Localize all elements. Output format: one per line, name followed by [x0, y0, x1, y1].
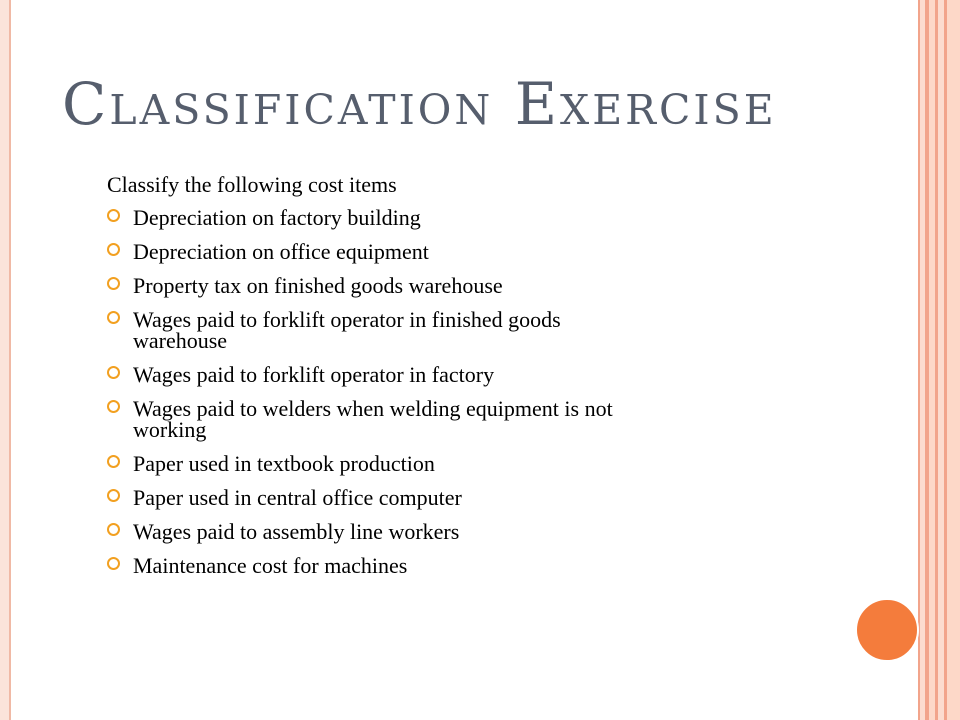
- left-border-decoration: [0, 0, 10, 720]
- bullet-icon: [107, 400, 120, 413]
- list-item: [107, 205, 667, 228]
- list-item-text: Wages paid to forklift operator in factory: [133, 362, 495, 387]
- bullet-icon: [107, 366, 120, 379]
- slide-title: Classification Exercise: [62, 70, 777, 138]
- list-item: [107, 307, 593, 351]
- list-item: [107, 362, 667, 385]
- stripe: [947, 0, 960, 720]
- list-item: [107, 553, 667, 576]
- list-item-text: Depreciation on factory building: [133, 205, 421, 230]
- bullet-icon: [107, 523, 120, 536]
- list-item: [107, 485, 667, 508]
- right-stripe-decoration: [918, 0, 960, 720]
- list-item-text: Maintenance cost for machines: [133, 553, 408, 578]
- bullet-icon: [107, 557, 120, 570]
- list-item: [107, 451, 667, 474]
- list-item-text: Paper used in textbook production: [133, 451, 435, 476]
- bullet-icon: [107, 311, 120, 324]
- accent-circle: [855, 598, 919, 662]
- bullet-icon: [107, 209, 120, 222]
- list-item-text: Wages paid to welders when welding equipment is not working: [133, 396, 613, 442]
- list-item-text: Wages paid to forklift operator in finished goods warehouse: [133, 307, 561, 353]
- cost-item-list: [107, 205, 667, 587]
- list-item-text: Property tax on finished goods warehouse: [133, 273, 503, 298]
- intro-text: Classify the following cost items: [107, 172, 397, 197]
- bullet-icon: [107, 277, 120, 290]
- list-item-text: Depreciation on office equipment: [133, 239, 429, 264]
- list-item: [107, 273, 553, 296]
- bullet-icon: [107, 489, 120, 502]
- bullet-icon: [107, 243, 120, 256]
- list-item: [107, 396, 653, 440]
- list-item-text: Wages paid to assembly line workers: [133, 519, 460, 544]
- bullet-icon: [107, 455, 120, 468]
- list-item: [107, 239, 667, 262]
- list-item-text: Paper used in central office computer: [133, 485, 462, 510]
- list-item: [107, 519, 667, 542]
